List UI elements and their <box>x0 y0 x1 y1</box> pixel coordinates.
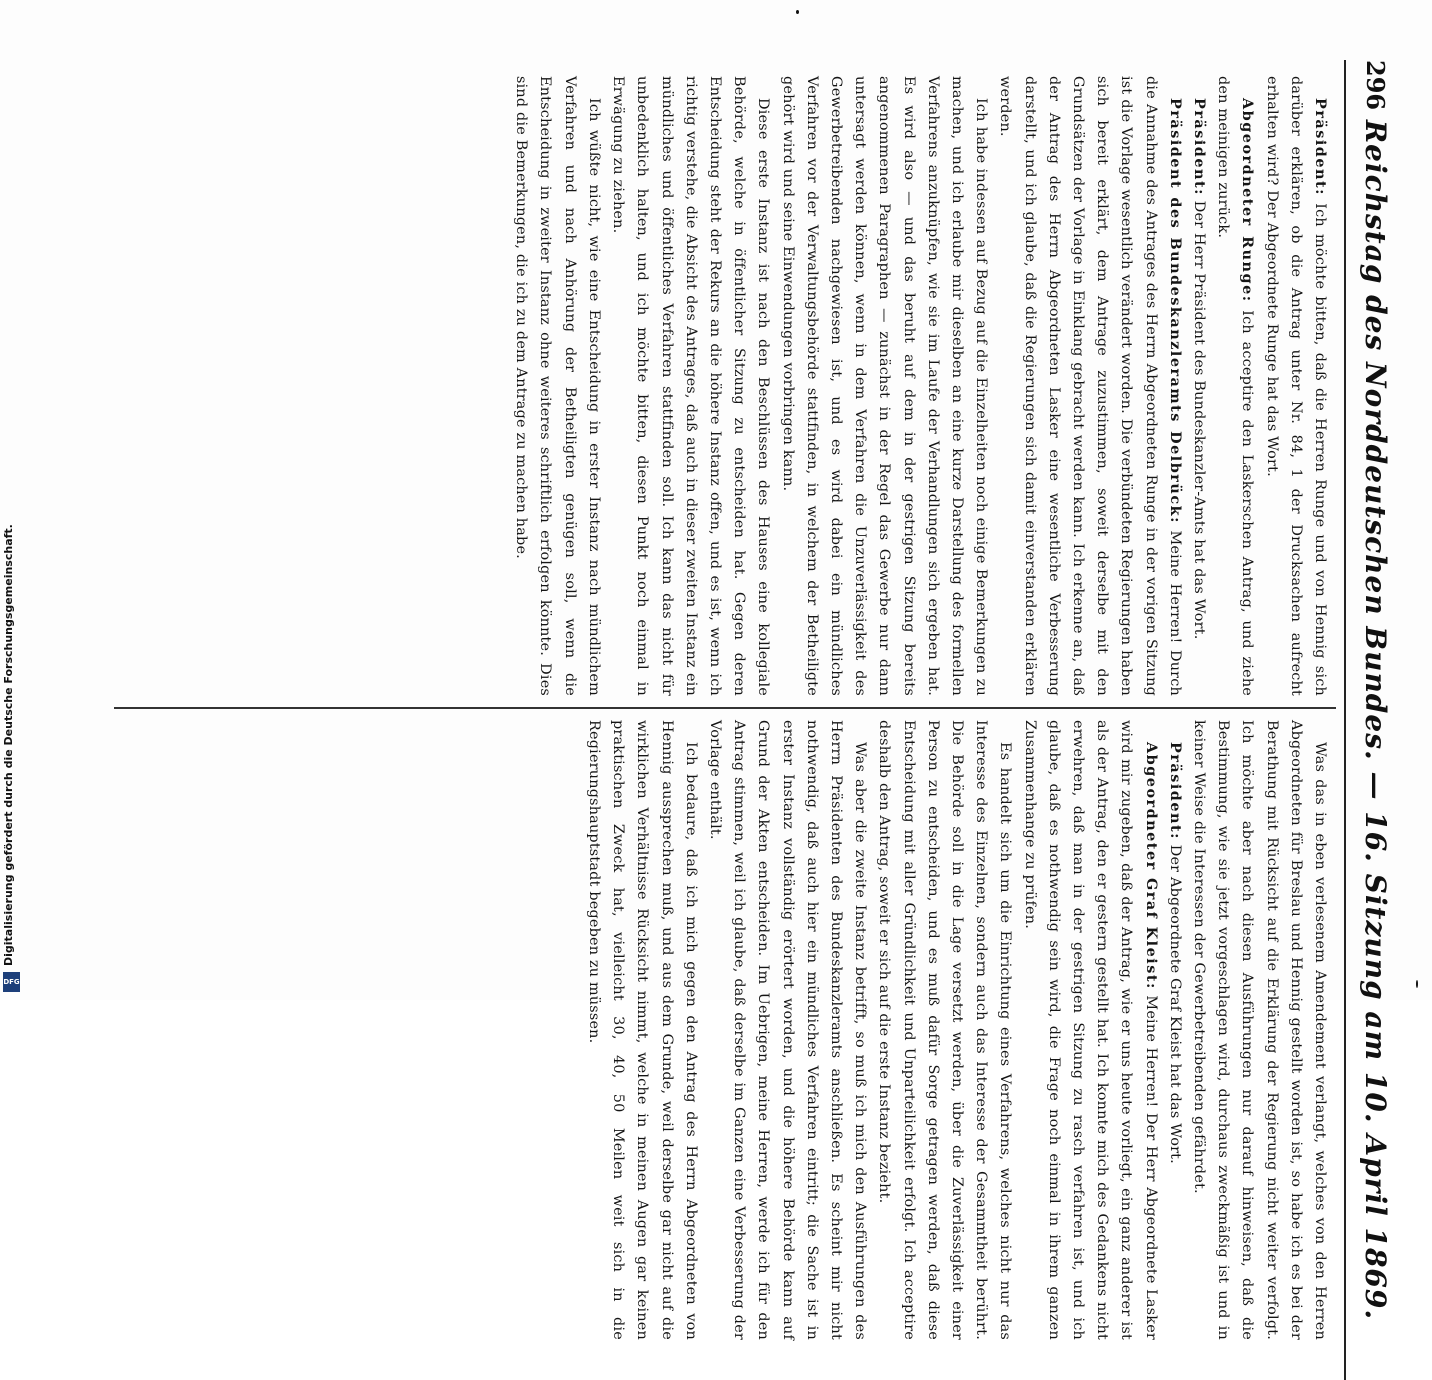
paragraph <box>775 76 993 696</box>
paragraph-text: Was das in eben verlesenem Amendement verlangt, welches von den Herren Abgeordneten für Breslau und Hennig gestellt worden ist, so habe ich es bei der Berathung mit Rücksicht auf die Erklärung der Regierung nicht weiter verfolgt. Ich möchte aber nach diesen Ausführungen nur darauf hinweisen, daß die Bestimmung, wie sie jetzt vorgeschlagen wird, durchaus zweckmäßig ist und in keiner Weise die Interessen der Gewerbetreibenden gefährdet. <box>1190 720 1328 1340</box>
paragraph-text: Der Herr Präsident des Bundeskanzler-Amts hat das Wort. <box>1190 200 1207 640</box>
paragraph-text: Meine Herren! Durch die Annahme des Antrages des Herrn Abgeordneten Runge in der vorigen Sitzung ist die Vorlage wesentlich verändert worden. Die verbündeten Regierungen haben sich bereit erklärt, dem Antrage zuzustimmen, soweit derselbe mit den Grundsätzen der Vorlage in Einklang gebracht werden kann. Ich erkenne an, daß der Antrag des Herrn Abgeordneten Lasker eine wesentliche Verbesserung darstellt, und ich glaube, daß die Regierungen sich damit einverstanden erklären werden. <box>997 76 1183 696</box>
paragraph-text: Was aber die zweite Instanz betrifft, so muß ich mich den Ausführungen des Herrn Präsidenten des Bundeskanzleramts anschließen. Es scheint mir nicht nothwendig, daß auch hier ein mündliches Verfahren eintritt; die Sache ist in erster Instanz vollständig erörtert worden, und die höhere Behörde kann auf Grund der Akten entscheiden. Im Uebrigen, meine Herren, werde ich für den Antrag stimmen, weil ich glaube, daß derselbe im Ganzen eine Verbesserung der Vorlage enthält. <box>706 720 869 1340</box>
left-column <box>509 76 1332 696</box>
paragraph-text: Diese erste Instanz ist nach den Beschlüssen des Hauses eine kollegiale Behörde, welche in öffentlicher Sitzung zu entscheiden hat. Gegen deren Entscheidung steht der Rekurs an die höhere Instanz offen, und es ist, wenn ich richtig verstehe, die Absicht des Antrages, daß auch in dieser zweiten Instanz ein mündliches und öffentliches Verfahren stattfinden soll. Ich kann das nicht für unbedenklich halten, und ich möchte bitten, diesen Punkt noch einmal in Erwägung zu ziehen. <box>610 76 772 696</box>
speaker-name: Präsident: <box>1312 98 1329 196</box>
paragraph <box>606 76 775 696</box>
speaker-name: Abgeordneter Graf Kleist: <box>1142 742 1160 990</box>
paragraph-text: Ich bedaure, daß ich mich gegen den Antrag des Herrn Abgeordneten von Hennig aussprechen muß, und aus dem Grunde, weil derselbe gar nicht auf die wirklichen Verhältnisse Rücksicht nimmt, welche in meinen Augen gar keinen praktischen Zweck hat, vielleicht 30, 40, 50 Meilen weit sich in die Regierungshauptstadt begeben zu müssen. <box>585 720 699 1340</box>
dfg-logo: DFG <box>3 972 20 992</box>
speaker-name: Abgeordneter Runge: <box>1239 98 1257 303</box>
speaker-name: Präsident: <box>1166 742 1184 840</box>
paragraph <box>1187 720 1332 1340</box>
speaker-name: Präsident: <box>1190 98 1208 196</box>
paragraph <box>1017 720 1162 1340</box>
paragraph-text: Der Abgeordnete Graf Kleist hat das Wort. <box>1166 844 1183 1164</box>
running-title: Reichstag des Norddeutschen Bundes. — 16. Sitzung am 10. April 1869. <box>1359 119 1392 1321</box>
digitization-credit: Digitalisierung gefördert durch die Deutsche Forschungsgemeinschaft. <box>2 524 15 966</box>
scan-speck <box>1416 980 1418 988</box>
page-header <box>1356 60 1396 1380</box>
speaker-name: Präsident des Bundeskanzleramts Delbrück: <box>1166 98 1184 524</box>
page-number: 296 <box>1361 60 1390 111</box>
paragraph <box>993 76 1187 696</box>
scan-speck <box>796 10 799 14</box>
paragraph <box>509 76 606 696</box>
paragraph <box>1211 76 1259 696</box>
paragraph-text: Meine Herren! Der Herr Abgeordnete Lasker wird mir zugeben, daß der Antrag, wie er uns heute vorliegt, ein ganz anderer ist als der Antrag, den er gestern gestellt hat. Ich konnte mich des Gedankens nicht erwehren, daß man in der gestrigen Sitzung zu rasch verfahren ist, und ich glaube, daß es nothwendig sein wird, die Frage noch einmal in ihrem ganzen Zusammenhange zu prüfen. <box>1021 720 1159 1340</box>
right-column <box>582 720 1332 1340</box>
paragraph <box>703 720 872 1340</box>
paragraph-text: Es handelt sich um die Einrichtung eines Verfahrens, welches nicht nur das Interesse des Einzelnen, sondern auch das Interesse der Gesammtheit berührt. Die Behörde soll in die Lage versetzt werden, über die Zuverlässigkeit einer Person zu entscheiden, und es muß dafür Sorge getragen werden, daß diese Entscheidung mit aller Gründlichkeit und Unparteilichkeit erfolgt. Ich acceptire deshalb den Antrag, soweit er sich auf die erste Instanz bezieht. <box>876 720 1014 1340</box>
header-rule <box>1344 60 1346 1380</box>
paragraph-text: Ich habe indessen auf Bezug auf die Einzelheiten noch einige Bemerkungen zu machen, und ich erlaube mir dieselben an eine kurze Darstellung des formellen Verfahrens anzuknüpfen, wie sie im Laufe der Verhandlungen sich ergeben hat. Es wird also — und das beruht auf dem in der gestrigen Sitzung bereits angenommenen Paragraphen — zunächst in der Regel das Gewerbe nur dann untersagt werden können, wenn in dem Verfahren die Unzuverlässigkeit des Gewerbetreibenden nachgewiesen ist, und es wird dabei ein mündliches Verfahren vor der Verwaltungsbehörde stattfinden, in welchem der Betheiligte gehört wird und seine Einwendungen vorbringen kann. <box>779 76 990 696</box>
paragraph <box>872 720 1017 1340</box>
paragraph-text: Ich wüßte nicht, wie eine Entscheidung in erster Instanz nach mündlichem Verfahren und nach Anhörung der Betheiligten genügen soll, wenn die Entscheidung in zweiter Instanz ohne weiteres schriftlich erfolgen könnte. Dies sind die Bemerkungen, die ich zu dem Antrage zu machen habe. <box>513 76 602 696</box>
paragraph <box>1187 76 1211 696</box>
paragraph <box>1163 720 1187 1340</box>
paragraph-text: Ich acceptire den Laskerschen Antrag, und ziehe den meinigen zurück. <box>1215 76 1256 697</box>
paragraph <box>582 720 703 1340</box>
paragraph-text: Ich möchte bitten, daß die Herren Runge und von Hennig sich darüber erklären, ob die Antrag unter Nr. 84, 1 der Drucksachen aufrecht erhalten wird? Der Abgeordnete Runge hat das Wort. <box>1263 76 1328 697</box>
paragraph <box>1259 76 1332 696</box>
column-divider <box>114 707 1336 709</box>
